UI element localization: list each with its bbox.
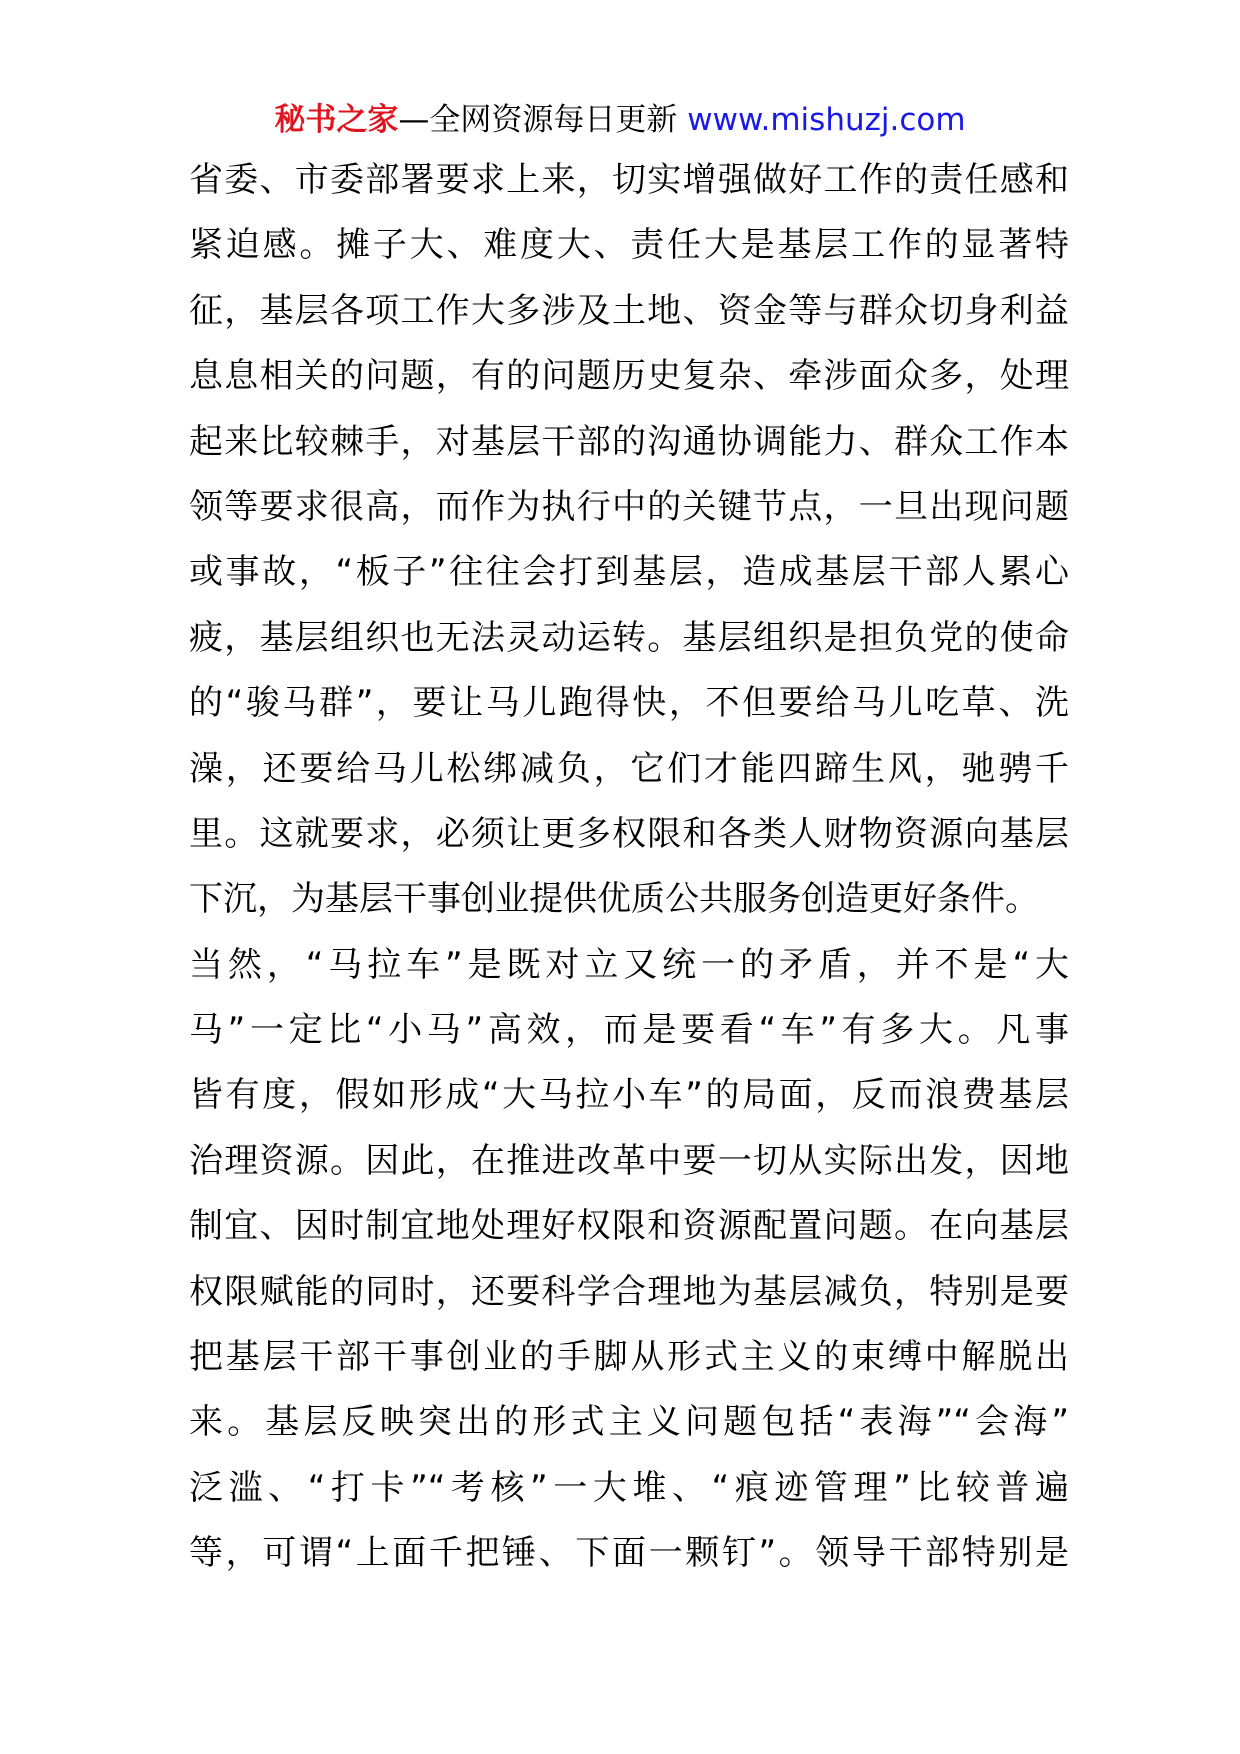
body-line: 当然，“马拉车”是既对立又统一的矛盾，并不是“大 <box>189 944 1069 985</box>
body-line: 等，可谓“上面千把锤、下面一颗钉”。领导干部特别是 <box>189 1533 1069 1574</box>
body-line: 把基层干部干事创业的手脚从形式主义的束缚中解脱出 <box>189 1337 1069 1378</box>
body-line: 制宜、因时制宜地处理好权限和资源配置问题。在向基层 <box>189 1206 1069 1247</box>
site-url-link[interactable]: www.mishuzj.com <box>687 102 966 138</box>
body-line: 起来比较棘手，对基层干部的沟通协调能力、群众工作本 <box>189 421 1069 462</box>
body-line: 泛滥、“打卡”“考核”一大堆、“痕迹管理”比较普遍 <box>189 1467 1069 1508</box>
body-line: 领等要求很高，而作为执行中的关键节点，一旦出现问题 <box>189 486 1069 527</box>
body-line: 省委、市委部署要求上来，切实增强做好工作的责任感和 <box>189 160 1069 200</box>
brand-name: 秘书之家 <box>274 102 399 138</box>
body-line: 紧迫感。摊子大、难度大、责任大是基层工作的显著特 <box>189 225 1069 266</box>
body-line: 征，基层各项工作大多涉及土地、资金等与群众切身利益 <box>189 290 1069 331</box>
document-body <box>189 160 1069 1599</box>
header-tagline: —全网资源每日更新 <box>398 102 688 138</box>
body-line: 权限赋能的同时，还要科学合理地为基层减负，特别是要 <box>189 1271 1069 1312</box>
body-line: 治理资源。因此，在推进改革中要一切从实际出发，因地 <box>189 1140 1069 1181</box>
body-line: 皆有度，假如形成“大马拉小车”的局面，反而浪费基层 <box>189 1075 1069 1116</box>
body-line: 澡，还要给马儿松绑减负，它们才能四蹄生风，驰骋千 <box>189 748 1069 789</box>
body-line: 马”一定比“小马”高效，而是要看“车”有多大。凡事 <box>189 1010 1069 1051</box>
body-line: 息息相关的问题，有的问题历史复杂、牵涉面众多，处理 <box>189 356 1069 397</box>
body-line: 来。基层反映突出的形式主义问题包括“表海”“会海” <box>189 1402 1069 1443</box>
page-header <box>0 100 1240 140</box>
body-line: 疲，基层组织也无法灵动运转。基层组织是担负党的使命 <box>189 617 1069 658</box>
body-line: 里。这就要求，必须让更多权限和各类人财物资源向基层 <box>189 813 1069 854</box>
body-line: 下沉，为基层干事创业提供优质公共服务创造更好条件。 <box>189 879 1039 920</box>
body-line: 或事故，“板子”往往会打到基层，造成基层干部人累心 <box>189 552 1069 593</box>
body-line: 的“骏马群”，要让马儿跑得快，不但要给马儿吃草、洗 <box>189 683 1069 724</box>
